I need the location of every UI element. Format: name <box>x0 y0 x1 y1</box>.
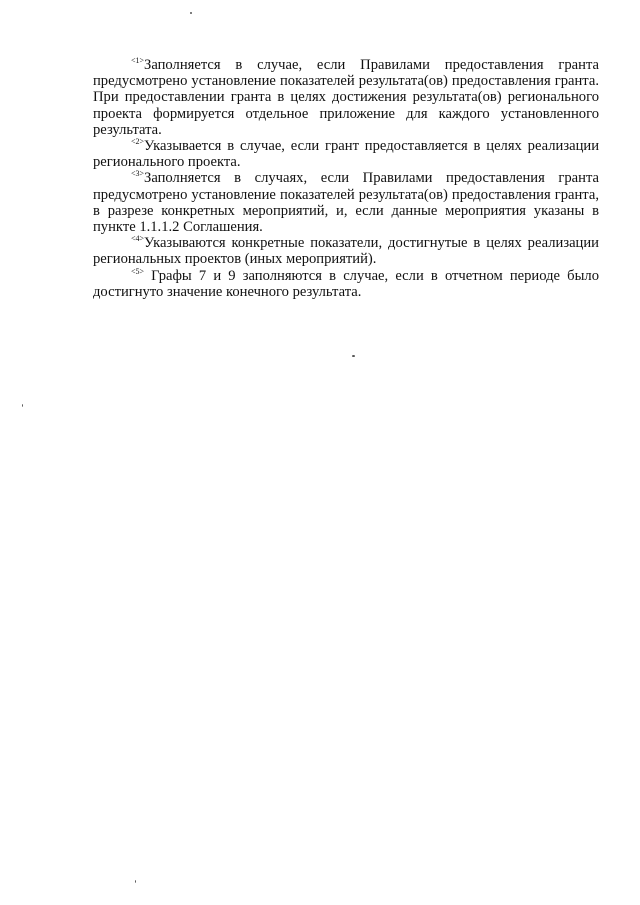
footnote-3 <box>93 170 599 235</box>
scan-speck <box>22 404 23 407</box>
footnote-4 <box>93 235 599 267</box>
footnote-marker: <5> <box>131 266 145 276</box>
footnotes-block <box>93 57 599 300</box>
footnote-1 <box>93 57 599 138</box>
footnote-text: Заполняется в случаях, если Правилами предоставления гранта предусмотрено установление показателей результата(ов) предоставления гранта, в разрезе конкретных мероприятий, и, если данные мероприятия указаны в пункте 1.1.1.2 Соглашения. <box>93 170 599 236</box>
scan-speck <box>352 355 355 357</box>
footnote-marker: <3> <box>131 169 145 179</box>
footnote-marker: <4> <box>131 234 145 244</box>
footnote-marker: <2> <box>131 137 145 147</box>
footnote-2 <box>93 138 599 170</box>
footnote-5 <box>93 268 599 300</box>
scan-speck <box>190 12 192 14</box>
scan-speck <box>135 880 136 883</box>
footnote-text: Заполняется в случае, если Правилами предоставления гранта предусмотрено установление показателей результата(ов) предоставления гранта. При предоставлении гранта в целях достижения результата(ов) регионального проекта формируется отдельное приложение для каждого установленного результата. <box>93 57 599 138</box>
footnote-text: Указываются конкретные показатели, достигнутые в целях реализации региональных проектов (иных мероприятий). <box>93 235 599 268</box>
footnote-text: Указывается в случае, если грант предоставляется в целях реализации регионального проекта. <box>93 138 599 171</box>
footnote-text: Графы 7 и 9 заполняются в случае, если в отчетном периоде было достигнуто значение конечного результата. <box>93 267 599 300</box>
footnote-marker: <1> <box>131 56 145 65</box>
